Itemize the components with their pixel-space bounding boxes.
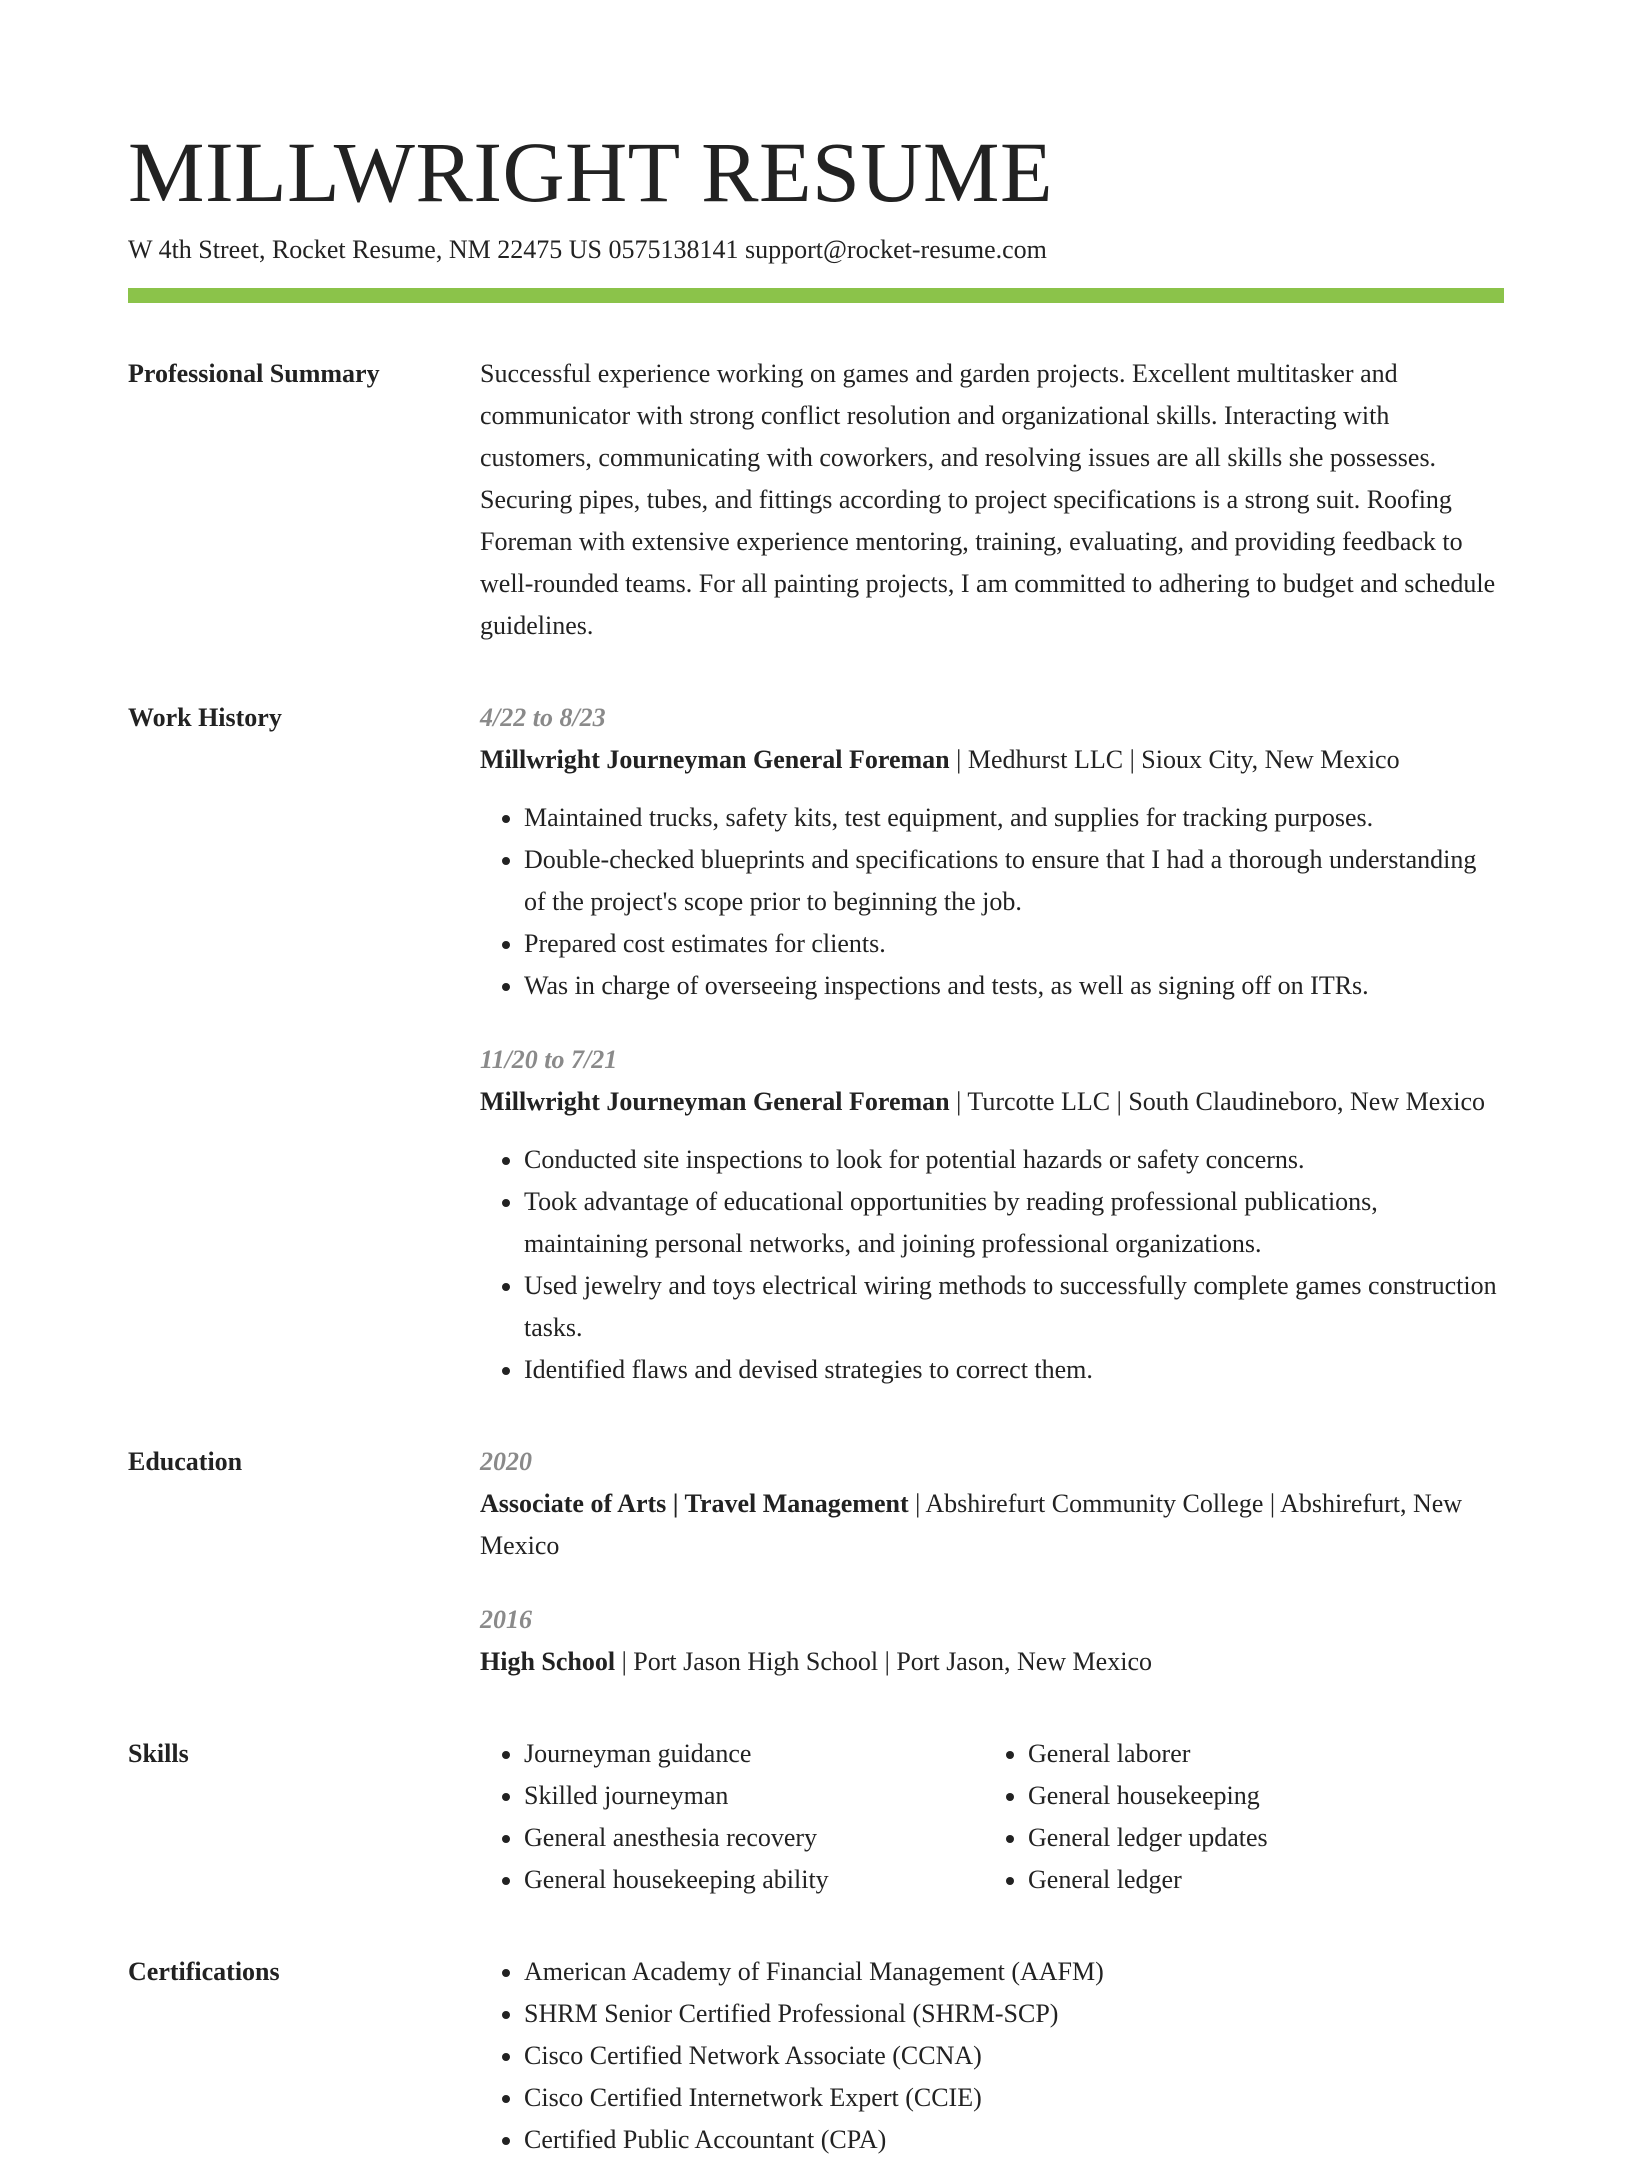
certifications-list <box>480 1951 1504 2161</box>
job-bullet: • Used jewelry and toys electrical wiring methods to successfully complete games construction tasks. <box>524 1265 1504 1349</box>
education-heading: Education <box>128 1447 243 1476</box>
resume-name: MILLWRIGHT RESUME <box>128 124 1053 220</box>
skill-item: • Journeyman guidance <box>524 1733 984 1775</box>
education-entry <box>480 1599 1504 1683</box>
job-bullet: • Conducted site inspections to look for potential hazards or safety concerns. <box>524 1139 1504 1181</box>
job-date: 4/22 to 8/23 <box>480 703 606 732</box>
job-bullets <box>480 1139 1504 1391</box>
work-history-heading: Work History <box>128 703 282 732</box>
skill-item: • General housekeeping ability <box>524 1859 984 1901</box>
job-entry <box>480 1039 1504 1391</box>
education-details: | Port Jason High School | Port Jason, New Mexico <box>615 1647 1152 1676</box>
education-details: | Abshirefurt Community College | Abshirefurt, New Mexico <box>480 1489 1463 1560</box>
job-title-line <box>480 739 1504 781</box>
job-bullet: • Took advantage of educational opportunities by reading professional publications, maintaining personal networks, and joining professional organizations. <box>524 1181 1504 1265</box>
education-line <box>480 1641 1504 1683</box>
job-role: Millwright Journeyman General Foreman <box>480 745 950 774</box>
job-details: | Turcotte LLC | South Claudineboro, New Mexico <box>949 1087 1486 1116</box>
job-bullet: • Was in charge of overseeing inspections and tests, as well as signing off on ITRs. <box>524 965 1504 1007</box>
contact-line: W 4th Street, Rocket Resume, NM 22475 US 0575138141 support@rocket-resume.com <box>128 235 1047 264</box>
skills-list-left <box>480 1733 984 1901</box>
skills-grid <box>480 1733 1504 1901</box>
job-entry <box>480 697 1504 1007</box>
skill-item: • Skilled journeyman <box>524 1775 984 1817</box>
certification-item: • Cisco Certified Internetwork Expert (CCIE) <box>524 2077 1504 2119</box>
job-role: Millwright Journeyman General Foreman <box>480 1087 950 1116</box>
certification-item: • Cisco Certified Network Associate (CCNA) <box>524 2035 1504 2077</box>
certification-item: • American Academy of Financial Management (AAFM) <box>524 1951 1504 1993</box>
skill-item: • General ledger <box>1028 1859 1488 1901</box>
skill-item: • General laborer <box>1028 1733 1488 1775</box>
certification-item: • SHRM Senior Certified Professional (SHRM-SCP) <box>524 1993 1504 2035</box>
skill-item: • General anesthesia recovery <box>524 1817 984 1859</box>
skill-item: • General ledger updates <box>1028 1817 1488 1859</box>
skills-section <box>128 1733 1504 1901</box>
skills-heading: Skills <box>128 1739 189 1768</box>
job-bullet: • Identified flaws and devised strategies to correct them. <box>524 1349 1504 1391</box>
summary-text: Successful experience working on games and garden projects. Excellent multitasker and communicator with strong conflict resolution and organizational skills. Interacting with customers, communicating with coworkers, and resolving issues are all skills she possesses. Securing pipes, tubes, and fittings according to project specifications is a strong suit. Roofing Foreman with extensive experience mentoring, training, evaluating, and providing feedback to well-rounded teams. For all painting projects, I am committed to adhering to budget and schedule guidelines. <box>480 359 1496 640</box>
education-degree: High School <box>480 1647 616 1676</box>
certifications-heading: Certifications <box>128 1957 280 1986</box>
education-section <box>128 1441 1504 1683</box>
skill-item: • General housekeeping <box>1028 1775 1488 1817</box>
work-history-section <box>128 697 1504 1391</box>
job-title-line <box>480 1081 1504 1123</box>
education-entry <box>480 1441 1504 1567</box>
skills-list-right <box>984 1733 1488 1901</box>
accent-divider <box>128 288 1504 303</box>
certifications-section <box>128 1951 1504 2161</box>
summary-section <box>128 353 1504 647</box>
job-bullets <box>480 797 1504 1007</box>
education-date: 2016 <box>480 1605 532 1634</box>
job-bullet: • Double-checked blueprints and specifications to ensure that I had a thorough understanding of the project's scope prior to beginning the job. <box>524 839 1504 923</box>
job-date: 11/20 to 7/21 <box>480 1045 618 1074</box>
education-date: 2020 <box>480 1447 532 1476</box>
education-degree: Associate of Arts | Travel Management <box>480 1489 909 1518</box>
job-bullet: • Prepared cost estimates for clients. <box>524 923 1504 965</box>
education-line <box>480 1483 1504 1567</box>
job-bullet: • Maintained trucks, safety kits, test equipment, and supplies for tracking purposes. <box>524 797 1504 839</box>
summary-heading: Professional Summary <box>128 359 380 388</box>
certification-item: • Certified Public Accountant (CPA) <box>524 2119 1504 2161</box>
resume-page <box>128 0 1504 2161</box>
job-details: | Medhurst LLC | Sioux City, New Mexico <box>949 745 1400 774</box>
